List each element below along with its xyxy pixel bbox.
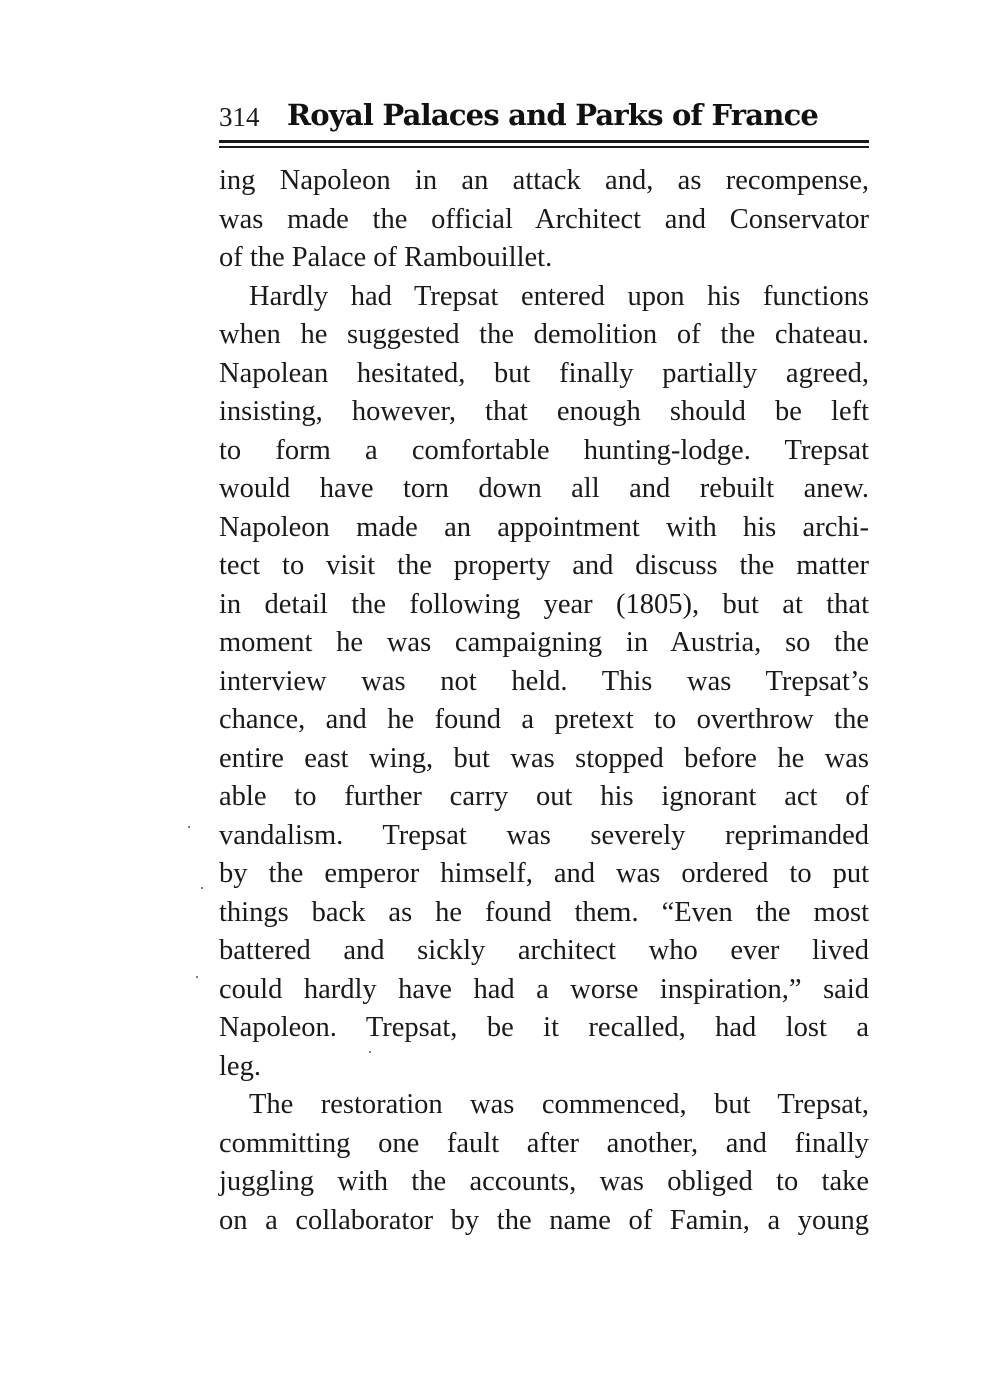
text-line: to form a comfortable hunting-lodge. Trepsat	[219, 434, 869, 466]
text-line: could hardly have had a worse inspiration,” said	[219, 973, 869, 1005]
text-line: by the emperor himself, and was ordered to put	[219, 858, 869, 889]
text-line: when he suggested the demolition of the chateau.	[219, 319, 869, 350]
scan-speck	[369, 1051, 371, 1053]
text-line: interview was not held. This was Trepsat’s	[219, 665, 869, 697]
scan-speck	[201, 887, 203, 889]
text-line: juggling with the accounts, was obliged to take	[219, 1166, 869, 1197]
page-header	[219, 92, 869, 142]
scan-speck	[196, 976, 198, 978]
text-line: battered and sickly architect who ever lived	[219, 935, 869, 966]
text-line: insisting, however, that enough should be left	[219, 396, 869, 427]
text-line: chance, and he found a pretext to overthrow the	[219, 704, 869, 735]
text-line: would have torn down all and rebuilt anew.	[219, 473, 869, 504]
header-rule-thick	[219, 140, 869, 143]
text-line: committing one fault after another, and finally	[219, 1127, 869, 1159]
body-text	[219, 162, 869, 1240]
paragraph-start-line: Hardly had Trepsat entered upon his functions	[249, 280, 869, 312]
text-line: Napoleon. Trepsat, be it recalled, had lost a	[219, 1012, 869, 1043]
text-line: on a collaborator by the name of Famin, a young	[219, 1204, 869, 1236]
running-title: Royal Palaces and Parks of France	[287, 98, 819, 132]
text-line: of the Palace of Rambouillet.	[219, 242, 553, 273]
text-line: tect to visit the property and discuss the matter	[219, 550, 869, 581]
text-line: able to further carry out his ignorant act of	[219, 781, 869, 812]
text-line: leg.	[219, 1050, 261, 1082]
text-line: was made the official Architect and Conservator	[219, 203, 869, 235]
text-line: Napoleon made an appointment with his archi-	[219, 511, 869, 543]
scan-speck	[188, 826, 190, 828]
text-line: things back as he found them. “Even the most	[219, 896, 869, 928]
paragraph-start-line: The restoration was commenced, but Trepsat,	[249, 1089, 869, 1120]
text-line: vandalism. Trepsat was severely reprimanded	[219, 819, 869, 851]
text-line: in detail the following year (1805), but at that	[219, 588, 869, 620]
text-line: ing Napoleon in an attack and, as recompense,	[219, 165, 869, 196]
text-line: Napolean hesitated, but finally partially agreed,	[219, 357, 869, 389]
header-rule-thin	[219, 146, 869, 148]
page-number: 314	[219, 102, 260, 132]
text-line: entire east wing, but was stopped before he was	[219, 742, 869, 774]
text-line: moment he was campaigning in Austria, so the	[219, 627, 869, 658]
